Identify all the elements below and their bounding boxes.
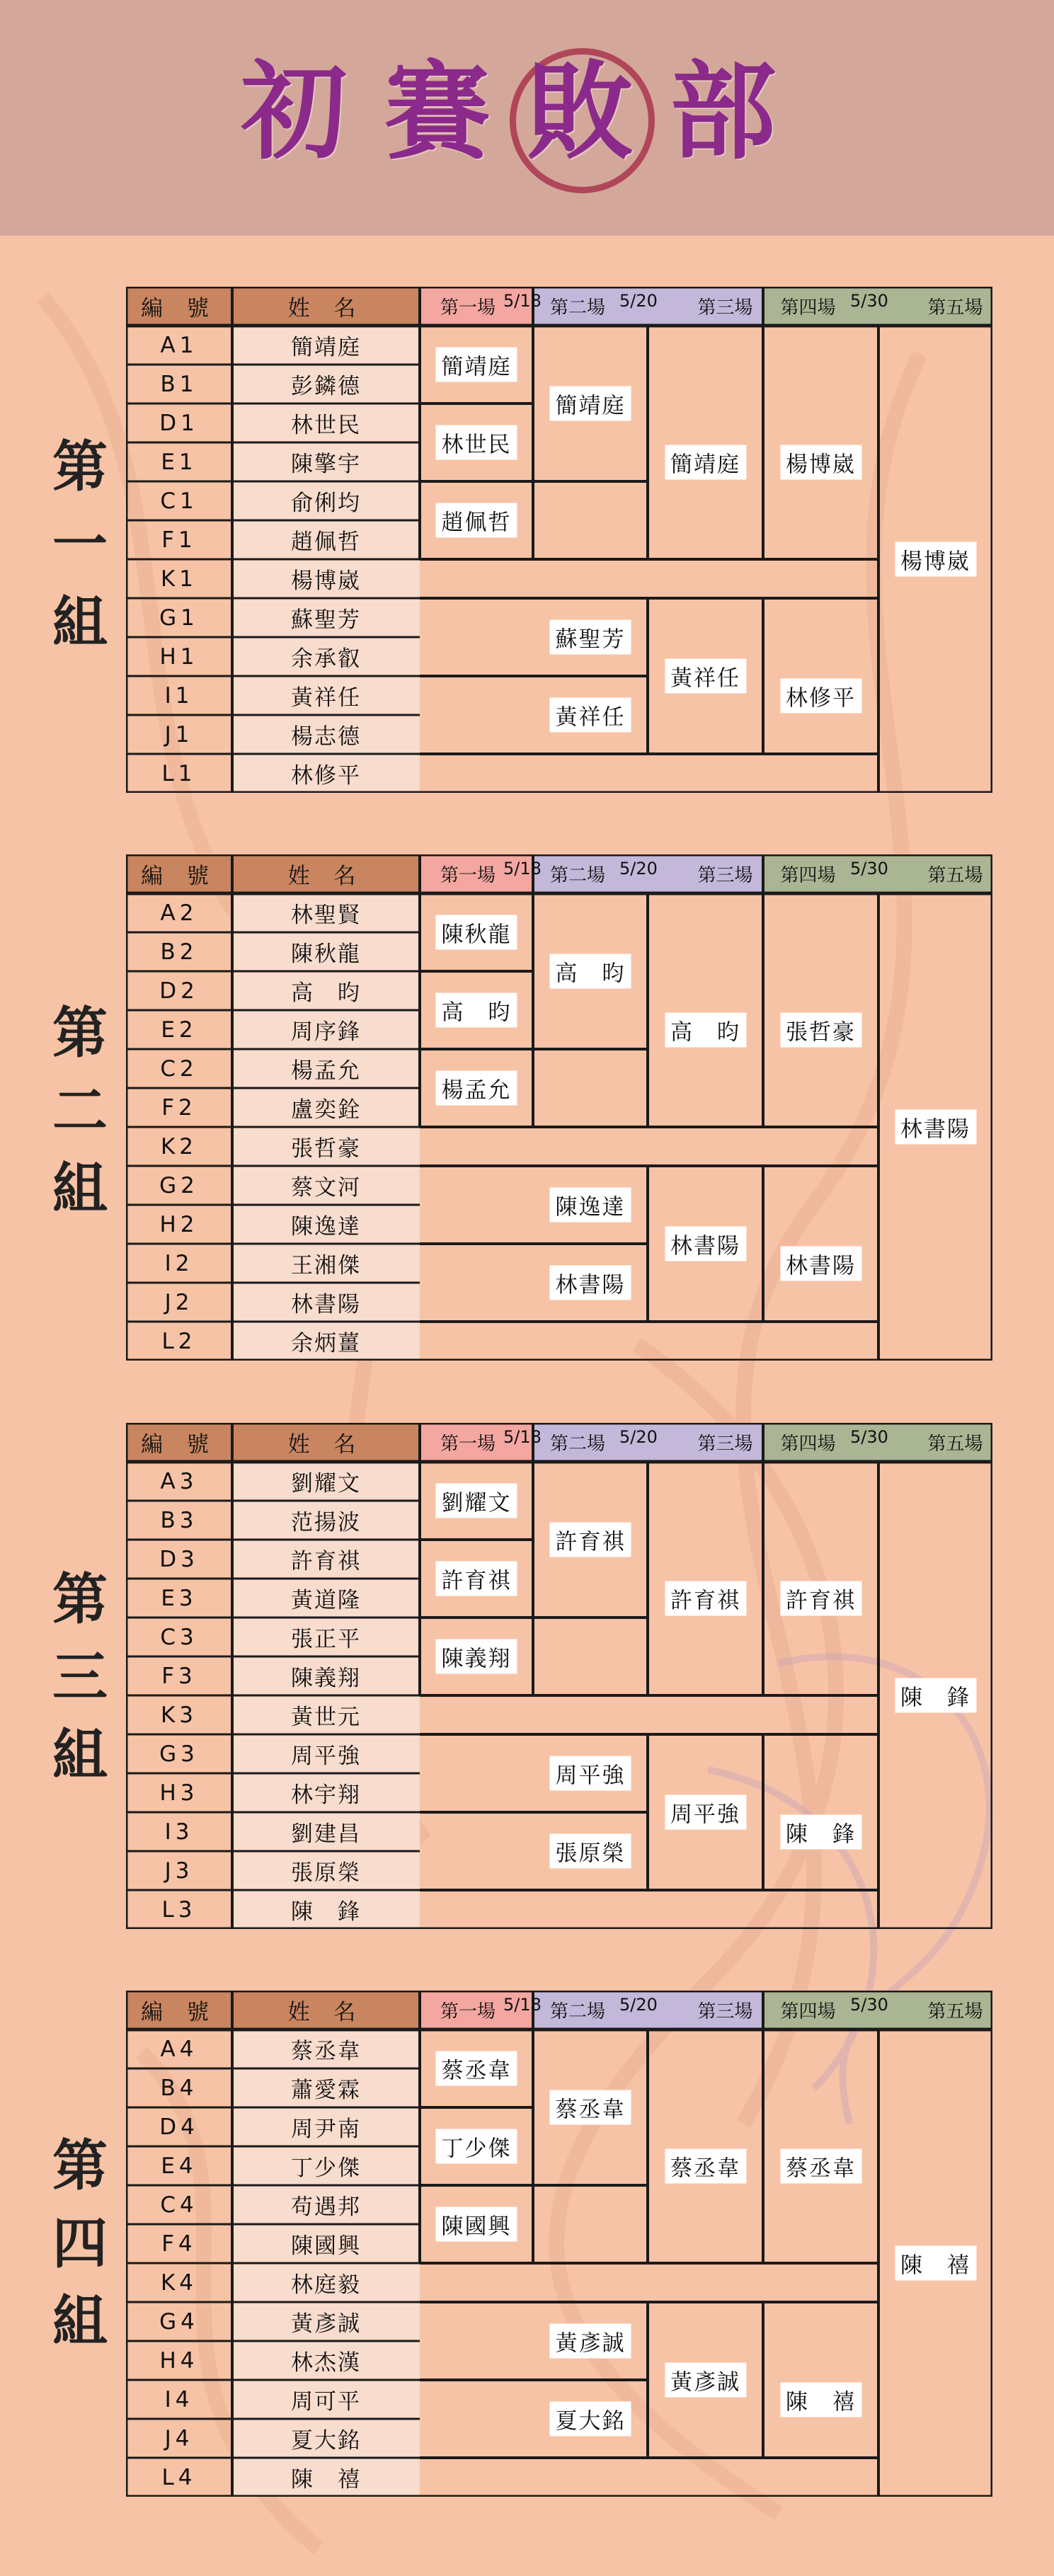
bracket-group-2 (126, 854, 992, 1361)
header-round1: 第一場 (440, 1433, 496, 1455)
date-round23: 5/20 (619, 859, 658, 878)
header-round1: 第一場 (440, 2001, 496, 2022)
player-name: 黃道隆 (291, 1588, 361, 1613)
winner-label: 蔡丞韋 (550, 2090, 631, 2125)
date-round23: 5/20 (619, 1427, 658, 1447)
player-name: 張哲豪 (291, 1136, 361, 1162)
winner-label: 張原榮 (550, 1834, 631, 1869)
player-code: G1 (159, 605, 199, 631)
winner-label: 簡靖庭 (436, 348, 517, 382)
player-name: 蘇聖芳 (291, 607, 361, 633)
player-code: C2 (160, 1055, 198, 1082)
winner-label: 許育祺 (550, 1523, 631, 1557)
player-code: D2 (159, 978, 199, 1004)
group-label-char: 四 (52, 2212, 108, 2276)
header-round2: 第二場 (549, 865, 605, 886)
player-name: 楊志德 (291, 724, 361, 750)
bracket-group-1 (126, 287, 992, 793)
header-round5: 第五場 (927, 865, 983, 886)
player-name: 周可平 (291, 2389, 361, 2415)
player-name: 張正平 (291, 1627, 361, 1652)
player-code: K2 (160, 1133, 198, 1160)
winner-label: 陳秋龍 (436, 915, 517, 950)
winner-label: 高 昀 (550, 954, 631, 989)
player-name: 陳國興 (291, 2233, 361, 2259)
player-name: 林庭毅 (291, 2272, 361, 2298)
player-code: B4 (160, 2075, 198, 2101)
player-name: 陳擎宇 (291, 452, 361, 477)
player-code: J1 (164, 721, 194, 748)
player-code: F3 (161, 1663, 197, 1689)
header-name: 姓 名 (287, 296, 365, 321)
group-label-char: 第 (52, 1568, 108, 1632)
player-code: L4 (161, 2464, 197, 2490)
player-code: K4 (160, 2269, 198, 2296)
header-code: 編 號 (141, 2000, 217, 2025)
player-code: H2 (159, 1211, 199, 1237)
header-code: 編 號 (141, 1432, 217, 1458)
player-code: C3 (160, 1624, 198, 1650)
group-label-4 (41, 2127, 119, 2361)
header-round4: 第四場 (780, 1433, 836, 1455)
group-label-char: 第 (52, 2134, 108, 2198)
winner-label: 林修平 (780, 678, 861, 713)
header-round5: 第五場 (927, 2001, 983, 2022)
player-name: 許育祺 (291, 1549, 361, 1574)
player-code: G2 (159, 1172, 199, 1198)
winner-label: 楊博崴 (780, 445, 861, 479)
player-code: D3 (159, 1546, 199, 1572)
player-code: J2 (164, 1289, 194, 1315)
player-code: L2 (161, 1328, 197, 1354)
winner-label: 夏大銘 (550, 2402, 631, 2437)
bracket-group-4 (126, 1991, 992, 2497)
player-code: I4 (164, 2386, 194, 2412)
winner-label: 黃彥誠 (665, 2363, 746, 2398)
header-round4: 第四場 (780, 297, 836, 319)
player-name: 簡靖庭 (291, 335, 361, 360)
player-name: 苟遇邦 (291, 2194, 361, 2220)
player-name: 周序鋒 (291, 1019, 361, 1045)
player-code: B1 (160, 371, 198, 397)
winner-label: 林書陽 (550, 1266, 631, 1300)
player-code: I1 (164, 682, 194, 709)
winner-label: 陳 鋒 (780, 1814, 861, 1849)
winner-label: 黃祥任 (665, 659, 746, 694)
player-name: 劉建昌 (291, 1821, 361, 1847)
winner-label: 許育祺 (665, 1581, 746, 1615)
player-code: J4 (164, 2425, 194, 2451)
group-label-char: 組 (52, 1724, 108, 1787)
winner-label: 楊孟允 (436, 1071, 517, 1106)
group-label-char: 二 (52, 1080, 108, 1143)
player-code: L1 (161, 760, 197, 786)
group-label-char: 組 (52, 1157, 108, 1221)
player-code: C4 (160, 2192, 198, 2218)
player-name: 周平強 (291, 1744, 361, 1769)
player-code: J3 (164, 1857, 194, 1884)
player-name: 陳逸達 (291, 1214, 361, 1240)
player-name: 彭鏻德 (291, 374, 361, 399)
player-code: E4 (161, 2153, 197, 2179)
header-round3: 第三場 (697, 2001, 753, 2022)
header-round2: 第二場 (549, 1433, 605, 1455)
bracket-group-3 (126, 1423, 992, 1929)
player-name: 林書陽 (291, 1292, 361, 1317)
player-name: 黃世元 (291, 1705, 361, 1730)
header-round2: 第二場 (549, 297, 605, 319)
player-name: 蔡丞韋 (291, 2039, 361, 2064)
header-name: 姓 名 (287, 2000, 365, 2025)
player-name: 劉耀文 (291, 1471, 361, 1496)
header-round1: 第一場 (440, 297, 496, 319)
winner-label: 蘇聖芳 (550, 620, 631, 655)
winner-label: 林書陽 (665, 1227, 746, 1261)
player-code: H3 (159, 1780, 199, 1806)
date-round1: 5/18 (503, 859, 542, 878)
group-label-char: 第 (52, 1002, 108, 1065)
player-code: A4 (160, 2036, 198, 2062)
winner-label: 林書陽 (780, 1246, 861, 1281)
player-name: 林世民 (291, 413, 361, 438)
player-code: H1 (159, 643, 199, 670)
winner-label: 周平強 (665, 1795, 746, 1830)
winner-label: 蔡丞韋 (436, 2051, 517, 2086)
group-label-char: 三 (52, 1646, 108, 1710)
winner-label: 簡靖庭 (665, 445, 746, 479)
player-name: 林宇翔 (291, 1782, 361, 1808)
player-code: A3 (160, 1468, 198, 1494)
group-label-1 (41, 428, 119, 662)
player-code: I3 (164, 1819, 194, 1845)
winner-label: 周平強 (550, 1756, 631, 1791)
winner-label: 許育祺 (436, 1562, 517, 1596)
player-code: F2 (161, 1094, 197, 1121)
player-name: 林修平 (291, 763, 361, 789)
group-label-char: 第 (52, 435, 108, 499)
winner-label: 趙佩哲 (436, 503, 517, 538)
player-name: 趙佩哲 (291, 529, 361, 555)
winner-label: 蔡丞韋 (780, 2148, 861, 2183)
player-code: B3 (160, 1507, 198, 1533)
header-round5: 第五場 (927, 1433, 983, 1455)
date-round23: 5/20 (619, 1995, 658, 2015)
date-round45: 5/30 (850, 1995, 888, 2015)
winner-label: 陳 禧 (780, 2382, 861, 2417)
winner-label: 黃彥誠 (550, 2324, 631, 2359)
player-name: 林聖賢 (291, 903, 361, 928)
winner-label: 簡靖庭 (550, 387, 631, 421)
header-round3: 第三場 (697, 297, 753, 319)
winner-label: 林世民 (436, 425, 517, 460)
player-code: A2 (160, 900, 198, 926)
player-code: B2 (160, 939, 198, 965)
player-code: G4 (159, 2308, 199, 2335)
date-round23: 5/20 (619, 291, 658, 311)
header-code: 編 號 (141, 296, 217, 321)
player-code: K3 (160, 1702, 198, 1728)
header-round4: 第四場 (780, 2001, 836, 2022)
date-round45: 5/30 (850, 1427, 888, 1447)
header-name: 姓 名 (287, 864, 365, 889)
winner-label: 陳逸達 (550, 1188, 631, 1223)
player-name: 蕭愛霖 (291, 2078, 361, 2103)
player-code: A1 (160, 332, 198, 358)
player-name: 盧奕銓 (291, 1097, 361, 1123)
winner-label: 陳 鋒 (895, 1678, 976, 1713)
player-name: 高 昀 (291, 980, 361, 1006)
player-code: L3 (161, 1896, 197, 1923)
winner-label: 楊博崴 (895, 542, 976, 577)
winner-label: 陳 禧 (895, 2246, 976, 2281)
player-name: 王湘傑 (291, 1253, 361, 1278)
winner-label: 丁少傑 (436, 2129, 517, 2164)
player-code: E3 (161, 1585, 197, 1611)
winner-label: 許育祺 (780, 1581, 861, 1615)
header-round3: 第三場 (697, 1433, 753, 1455)
header-round2: 第二場 (549, 2001, 605, 2022)
player-name: 黃彥誠 (291, 2311, 361, 2337)
player-name: 張原榮 (291, 1860, 361, 1886)
group-label-char: 一 (52, 513, 108, 577)
player-code: G3 (159, 1741, 199, 1767)
header-round4: 第四場 (780, 865, 836, 886)
player-name: 林杰漢 (291, 2350, 361, 2376)
winner-label: 林書陽 (895, 1110, 976, 1145)
player-code: H4 (159, 2347, 199, 2374)
group-label-3 (41, 1561, 119, 1794)
player-name: 楊孟允 (291, 1058, 361, 1084)
player-code: F1 (161, 527, 197, 553)
player-name: 丁少傑 (291, 2156, 361, 2181)
header-round5: 第五場 (927, 297, 983, 319)
player-name: 周尹南 (291, 2117, 361, 2142)
date-round1: 5/18 (503, 291, 542, 311)
header-round3: 第三場 (697, 865, 753, 886)
group-label-char: 組 (52, 2290, 108, 2354)
header-round1: 第一場 (440, 865, 496, 886)
player-code: K1 (160, 566, 198, 592)
player-name: 楊博崴 (291, 568, 361, 594)
player-name: 陳 鋒 (291, 1899, 361, 1925)
player-name: 俞俐均 (291, 491, 361, 516)
header-name: 姓 名 (287, 1432, 365, 1458)
winner-label: 陳義翔 (436, 1639, 517, 1674)
winner-label: 高 昀 (436, 993, 517, 1028)
winner-label: 陳國興 (436, 2207, 517, 2242)
player-code: D1 (159, 410, 199, 436)
group-label-2 (41, 995, 119, 1228)
player-name: 余承叡 (291, 646, 361, 672)
header-code: 編 號 (141, 864, 217, 889)
player-name: 陳 禧 (291, 2467, 361, 2492)
winner-label: 張哲豪 (780, 1012, 861, 1047)
date-round45: 5/30 (850, 291, 888, 311)
page-title: 初賽敗部 (241, 50, 813, 174)
date-round1: 5/18 (503, 1995, 542, 2015)
player-name: 陳義翔 (291, 1666, 361, 1691)
winner-label: 劉耀文 (436, 1484, 517, 1518)
player-name: 黃祥任 (291, 685, 361, 711)
player-code: D4 (159, 2114, 199, 2140)
winner-label: 高 昀 (665, 1012, 746, 1047)
group-label-char: 組 (52, 591, 108, 655)
player-code: F4 (161, 2231, 197, 2257)
winner-label: 蔡丞韋 (665, 2148, 746, 2183)
player-code: E1 (161, 449, 197, 475)
title-banner (0, 0, 1054, 236)
winner-label: 黃祥任 (550, 698, 631, 733)
player-code: E2 (161, 1017, 197, 1043)
date-round1: 5/18 (503, 1427, 542, 1447)
player-name: 夏大銘 (291, 2428, 361, 2454)
player-code: I2 (164, 1250, 194, 1276)
date-round45: 5/30 (850, 859, 888, 878)
player-name: 陳秋龍 (291, 941, 361, 967)
player-name: 余炳薑 (291, 1331, 361, 1356)
player-name: 范揚波 (291, 1510, 361, 1535)
player-name: 蔡文河 (291, 1175, 361, 1201)
player-code: C1 (160, 488, 198, 514)
